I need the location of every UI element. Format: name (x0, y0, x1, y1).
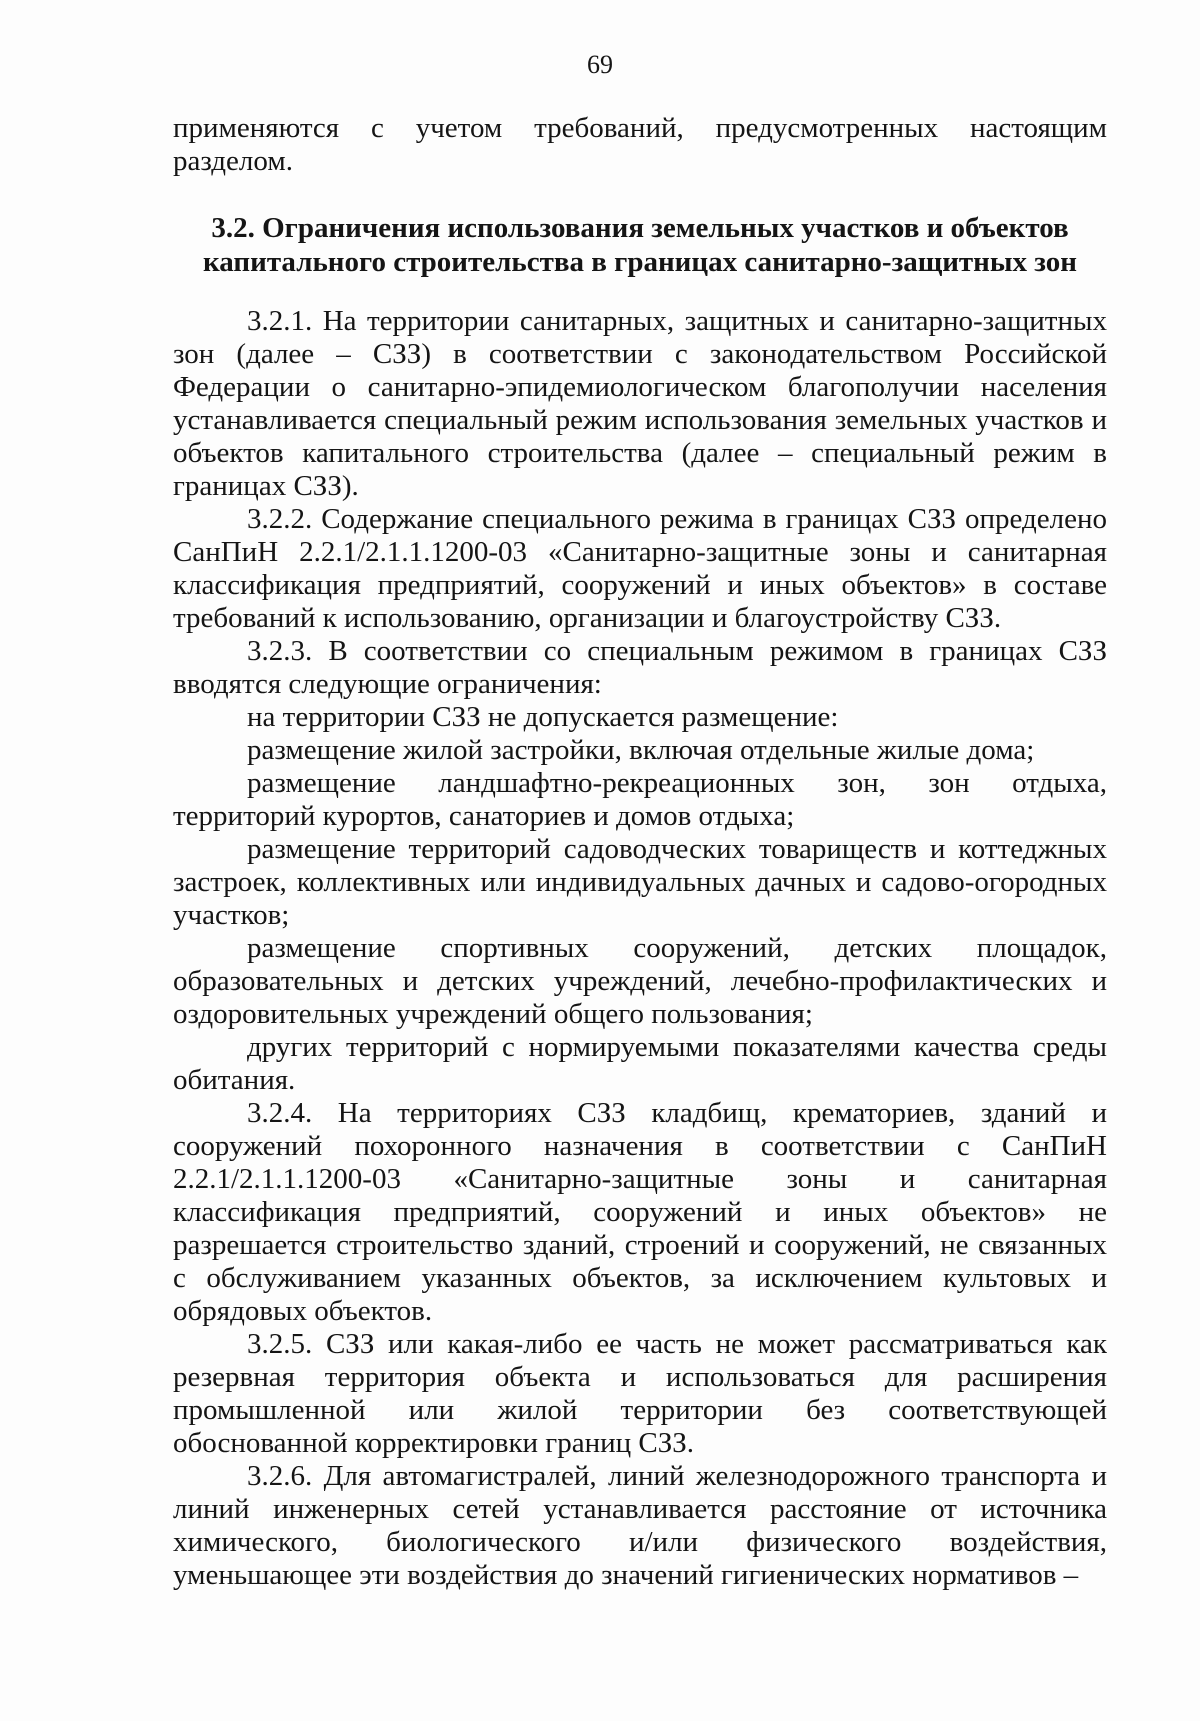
paragraph-3-2-3: 3.2.3. В соответствии со специальным режимом в границах СЗЗ вводятся следующие ограничения: (173, 635, 1107, 700)
restriction-item-gardening: размещение территорий садоводческих товариществ и коттеджных застроек, коллективных или индивидуальных дачных и садово-огородных участков; (173, 833, 1107, 931)
page-number: 69 (587, 50, 613, 79)
section-heading-line-2: капитального строительства в границах санитарно-защитных зон (203, 246, 1077, 278)
restriction-intro: на территории СЗЗ не допускается размещение: (247, 701, 839, 733)
section-heading-line-1: 3.2. Ограничения использования земельных участков и объектов (211, 212, 1069, 244)
paragraph-3-2-2: 3.2.2. Содержание специального режима в границах СЗЗ определено СанПиН 2.2.1/2.1.1.1200-03 «Санитарно-защитные зоны и санитарная классификация предприятий, сооружений и иных объектов» в составе требований к использованию, организации и благоустройству СЗЗ. (173, 503, 1107, 634)
paragraph-3-2-5: 3.2.5. СЗЗ или какая-либо ее часть не может рассматриваться как резервная территория объекта и использоваться для расширения промышленной или жилой территории без соответствующей обоснованной корректировки границ СЗЗ. (173, 1328, 1107, 1459)
restriction-item-recreation: размещение ландшафтно-рекреационных зон, зон отдыха, территорий курортов, санаториев и домов отдыха; (173, 767, 1107, 832)
section-heading (173, 211, 1107, 279)
restriction-item-sports-education: размещение спортивных сооружений, детских площадок, образовательных и детских учреждений, лечебно-профилактических и оздоровительных учреждений общего пользования; (173, 932, 1107, 1030)
intro-paragraph: применяются с учетом требований, предусмотренных настоящим разделом. (173, 112, 1107, 177)
document-body (173, 112, 1107, 1592)
paragraph-3-2-4: 3.2.4. На территориях СЗЗ кладбищ, крематориев, зданий и сооружений похоронного назначения в соответствии с СанПиН 2.2.1/2.1.1.1200-03 «Санитарно-защитные зоны и санитарная классификация предприятий, сооружений и иных объектов» не разрешается строительство зданий, строений и сооружений, не связанных с обслуживанием указанных объектов, за исключением культовых и обрядовых объектов. (173, 1097, 1107, 1327)
paragraph-3-2-1: 3.2.1. На территории санитарных, защитных и санитарно-защитных зон (далее – СЗЗ) в соответствии с законодательством Российской Федерации о санитарно-эпидемиологическом благополучии населения устанавливается специальный режим использования земельных участков и объектов капитального строительства (далее – специальный режим в границах СЗЗ). (173, 305, 1107, 502)
restriction-item-housing: размещение жилой застройки, включая отдельные жилые дома; (247, 734, 1035, 766)
restriction-item-other: других территорий с нормируемыми показателями качества среды обитания. (173, 1031, 1107, 1096)
paragraph-3-2-6: 3.2.6. Для автомагистралей, линий железнодорожного транспорта и линий инженерных сетей устанавливается расстояние от источника химического, биологического и/или физического воздействия, уменьшающее эти воздействия до значений гигиенических нормативов – (173, 1460, 1107, 1591)
